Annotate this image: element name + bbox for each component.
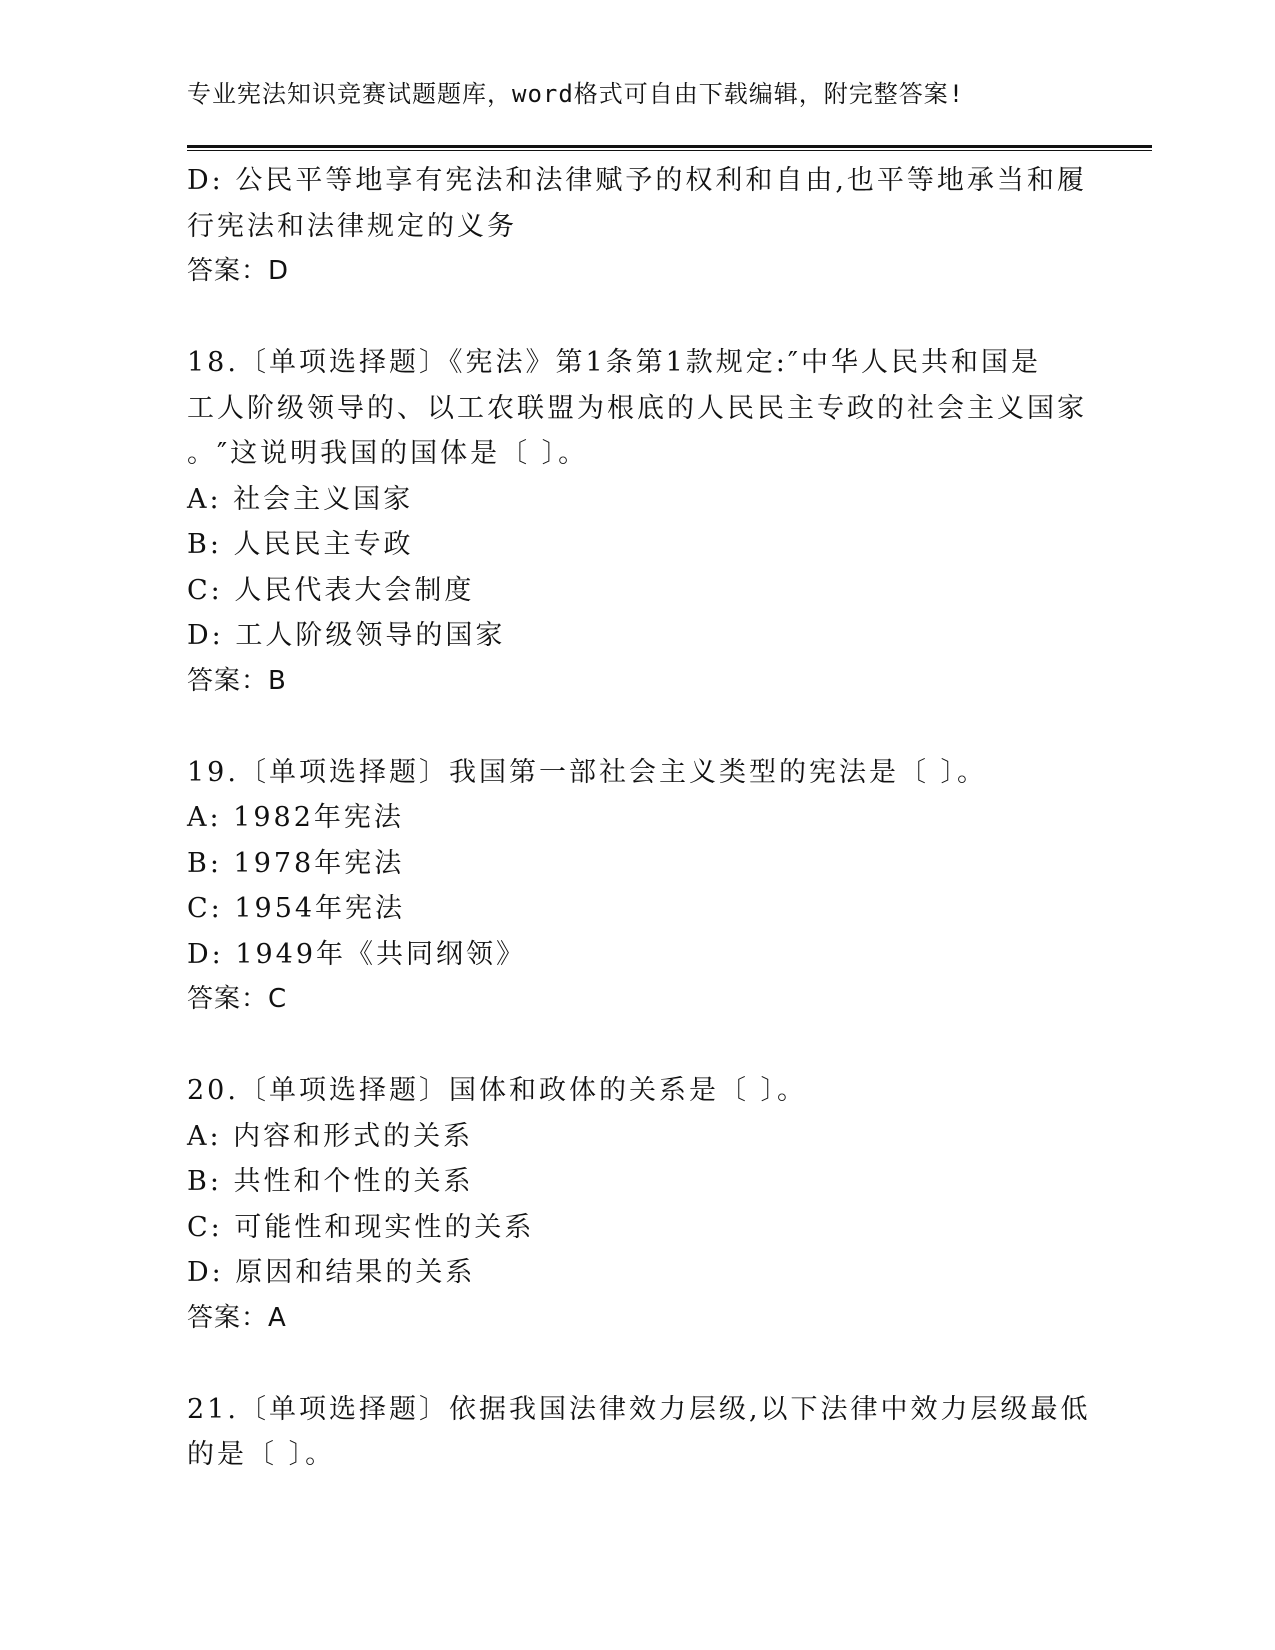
spacer xyxy=(187,1023,1107,1069)
option-b: B: 人民民主专政 xyxy=(187,529,414,560)
option-d: D: 工人阶级领导的国家 xyxy=(187,620,506,651)
option-d-line-1: D: 公民平等地享有宪法和法律赋予的权利和自由,也平等地承当和履 xyxy=(187,165,1087,196)
option-a: A: 1982年宪法 xyxy=(187,802,404,833)
spacer xyxy=(187,704,1107,750)
question-stem-line: 21.〔单项选择题〕依据我国法律效力层级,以下法律中效力层级最低 xyxy=(187,1393,1091,1425)
option-b: B: 1978年宪法 xyxy=(187,847,405,879)
question-20 xyxy=(187,1068,1107,1341)
question-stem-line: 18.〔单项选择题〕《宪法》第1条第1款规定:″中华人民共和国是 xyxy=(187,347,1041,378)
question-19 xyxy=(187,750,1107,1023)
option-b: B: 共性和个性的关系 xyxy=(187,1166,474,1197)
question-21 xyxy=(187,1387,1107,1478)
option-a: A: 内容和形式的关系 xyxy=(187,1120,474,1152)
option-d: D: 原因和结果的关系 xyxy=(187,1257,476,1288)
document-body xyxy=(187,158,1107,1478)
spacer xyxy=(187,295,1107,341)
answer-18: 答案：B xyxy=(187,665,287,696)
answer-17: 答案：D xyxy=(187,256,290,286)
option-d-line-2: 行宪法和法律规定的义务 xyxy=(187,210,517,242)
option-c: C: 1954年宪法 xyxy=(187,893,406,924)
question-stem-line: 19.〔单项选择题〕我国第一部社会主义类型的宪法是〔 〕。 xyxy=(187,756,988,788)
page-header: 专业宪法知识竞赛试题题库，word格式可自由下载编辑，附完整答案! xyxy=(187,80,965,108)
option-d: D: 1949年《共同纲领》 xyxy=(187,938,527,970)
option-c: C: 可能性和现实性的关系 xyxy=(187,1211,535,1243)
answer-19: 答案：C xyxy=(187,984,288,1014)
question-stem-line: 20.〔单项选择题〕国体和政体的关系是〔 〕。 xyxy=(187,1075,808,1106)
question-18 xyxy=(187,340,1107,704)
question-stem-line: 工人阶级领导的、以工农联盟为根底的人民民主专政的社会主义国家 xyxy=(187,392,1087,424)
header-divider xyxy=(187,145,1152,151)
option-a: A: 社会主义国家 xyxy=(187,483,414,515)
question-stem-line: 。″这说明我国的国体是〔 〕。 xyxy=(187,438,589,469)
question-stem-line: 的是〔 〕。 xyxy=(187,1439,336,1470)
option-c: C: 人民代表大会制度 xyxy=(187,574,475,606)
spacer xyxy=(187,1341,1107,1387)
answer-20: 答案：A xyxy=(187,1302,287,1333)
